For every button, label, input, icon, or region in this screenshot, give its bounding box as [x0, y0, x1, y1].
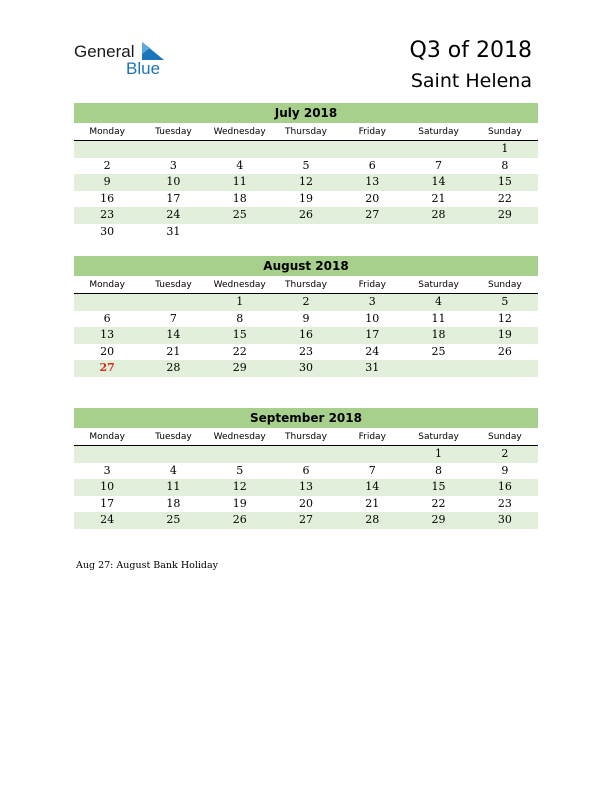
- day-cell: 21: [431, 191, 446, 205]
- day-cell: 5: [236, 463, 244, 477]
- day-cell: 13: [298, 480, 313, 493]
- day-cell: 16: [298, 328, 313, 341]
- day-cell: 9: [501, 463, 509, 477]
- day-cell: 31: [365, 361, 380, 374]
- day-cell: 20: [365, 191, 380, 205]
- day-cell: 1: [236, 295, 244, 308]
- weekday-label: Saturday: [418, 127, 459, 137]
- weekday-label: Sunday: [487, 127, 522, 137]
- day-cell: 5: [501, 295, 509, 308]
- day-cell: [273, 224, 339, 241]
- day-cell: 30: [497, 513, 512, 526]
- month-calendar-july: [74, 103, 538, 240]
- weekday-label: Friday: [358, 432, 386, 442]
- day-cell: 16: [497, 480, 512, 493]
- day-cell: [339, 224, 405, 241]
- day-cell: 26: [298, 208, 313, 221]
- holiday-note: Aug 27: August Bank Holiday: [76, 560, 219, 571]
- day-cell: 31: [166, 224, 181, 238]
- day-cell: 7: [169, 311, 177, 325]
- day-cell: 17: [365, 328, 380, 341]
- day-cell: [405, 360, 471, 377]
- week-row: [74, 446, 538, 463]
- week-row: [74, 174, 538, 191]
- day-cell: 14: [431, 175, 446, 188]
- weekday-label: Sunday: [487, 432, 522, 442]
- day-cell: 6: [368, 158, 376, 172]
- day-cell: [472, 360, 538, 377]
- week-row: [74, 512, 538, 529]
- day-cell: [405, 141, 471, 158]
- day-cell: 17: [166, 191, 181, 205]
- day-cell: 5: [302, 158, 310, 172]
- week-row: [74, 344, 538, 361]
- day-cell: 12: [298, 175, 313, 188]
- weekday-label: Wednesday: [213, 127, 266, 137]
- weekday-label: Saturday: [418, 280, 459, 290]
- day-cell: 22: [232, 344, 247, 358]
- day-cell: 29: [497, 208, 512, 221]
- weekday-label: Thursday: [285, 280, 327, 290]
- page-subtitle: Saint Helena: [410, 70, 532, 92]
- day-cell: [207, 446, 273, 463]
- weekday-label: Saturday: [418, 432, 459, 442]
- day-cell: 2: [302, 295, 310, 308]
- day-cell: 3: [169, 158, 177, 172]
- month-title: September 2018: [74, 408, 538, 429]
- weekday-label: Monday: [89, 432, 125, 442]
- day-cell: 30: [100, 224, 115, 238]
- weekday-label: Friday: [358, 127, 386, 137]
- day-cell: [74, 294, 140, 311]
- day-cell: 19: [298, 191, 313, 205]
- day-cell: [140, 446, 206, 463]
- day-cell: 10: [166, 175, 181, 188]
- day-cell: 4: [435, 295, 443, 308]
- weekday-label: Monday: [89, 280, 125, 290]
- day-cell: 8: [236, 311, 244, 325]
- day-cell: 28: [365, 513, 380, 526]
- day-cell: 7: [368, 463, 376, 477]
- week-row: [74, 141, 538, 158]
- logo-general-text: General: [74, 42, 135, 61]
- day-cell: 6: [302, 463, 310, 477]
- day-cell: 3: [103, 463, 111, 477]
- week-row: [74, 207, 538, 224]
- day-cell: 25: [166, 513, 181, 526]
- day-cell: 27: [365, 208, 380, 221]
- day-cell: 10: [365, 311, 380, 325]
- weekday-label: Tuesday: [155, 127, 192, 137]
- day-cell: 15: [232, 328, 247, 341]
- week-row: [74, 463, 538, 480]
- day-cell: 1: [501, 142, 509, 155]
- day-cell: 23: [298, 344, 313, 358]
- day-cell: 25: [431, 344, 446, 358]
- day-cell: 17: [100, 496, 115, 510]
- day-cell: 9: [302, 311, 310, 325]
- weekday-label: Friday: [358, 280, 386, 290]
- logo-triangle-icon: [142, 42, 164, 60]
- day-cell: 6: [103, 311, 111, 325]
- day-cell: 28: [166, 361, 181, 374]
- day-cell: 29: [431, 513, 446, 526]
- month-title: August 2018: [74, 256, 538, 277]
- day-cell: 22: [431, 496, 446, 510]
- day-cell: 8: [435, 463, 443, 477]
- day-cell: 24: [166, 208, 181, 221]
- day-cell: 19: [232, 496, 247, 510]
- weekday-label: Tuesday: [155, 280, 192, 290]
- day-cell: [140, 294, 206, 311]
- weekday-header-row: [74, 429, 538, 446]
- day-cell: [339, 141, 405, 158]
- day-cell: 22: [497, 191, 512, 205]
- day-cell: 16: [100, 191, 115, 205]
- day-cell: 7: [435, 158, 443, 172]
- day-cell: 13: [365, 175, 380, 188]
- day-cell: 27: [298, 513, 313, 526]
- week-row: [74, 311, 538, 328]
- week-row: [74, 158, 538, 175]
- month-title: July 2018: [74, 103, 538, 124]
- day-cell: 4: [236, 158, 244, 172]
- day-cell: [207, 141, 273, 158]
- weekday-header-row: [74, 124, 538, 141]
- day-cell: [74, 446, 140, 463]
- day-cell: 8: [501, 158, 509, 172]
- week-row: [74, 224, 538, 241]
- day-cell: 15: [431, 480, 446, 493]
- day-cell: 30: [298, 361, 313, 374]
- day-cell: 2: [103, 158, 111, 172]
- day-cell: 29: [232, 361, 247, 374]
- week-row: [74, 360, 538, 377]
- day-cell: 1: [435, 447, 443, 460]
- week-row: [74, 191, 538, 208]
- day-cell: 28: [431, 208, 446, 221]
- weekday-label: Wednesday: [213, 280, 266, 290]
- day-cell: 11: [431, 311, 446, 325]
- week-row: [74, 327, 538, 344]
- week-row: [74, 479, 538, 496]
- day-cell: 11: [232, 175, 247, 188]
- week-row: [74, 294, 538, 311]
- day-cell: 3: [368, 295, 376, 308]
- day-cell: 14: [166, 328, 181, 341]
- day-cell: [273, 446, 339, 463]
- weekday-label: Tuesday: [155, 432, 192, 442]
- day-cell: 12: [232, 480, 247, 493]
- day-cell: [207, 224, 273, 241]
- day-cell: 9: [103, 175, 111, 188]
- day-cell: 2: [501, 447, 509, 460]
- day-cell: 13: [100, 328, 115, 341]
- month-calendar-august: [74, 256, 538, 377]
- day-cell: [472, 224, 538, 241]
- day-cell: [405, 224, 471, 241]
- day-cell: 21: [365, 496, 380, 510]
- day-cell: 20: [298, 496, 313, 510]
- weekday-label: Thursday: [285, 432, 327, 442]
- day-cell: 23: [100, 208, 115, 221]
- month-calendar-september: [74, 408, 538, 529]
- day-cell: 24: [365, 344, 380, 358]
- day-cell: 21: [166, 344, 181, 358]
- day-cell: 12: [497, 311, 512, 325]
- week-row: [74, 496, 538, 513]
- day-cell: [140, 141, 206, 158]
- weekday-header-row: [74, 277, 538, 294]
- day-cell: 25: [232, 208, 247, 221]
- weekday-label: Monday: [89, 127, 125, 137]
- day-cell: 14: [365, 480, 380, 493]
- day-cell: [74, 141, 140, 158]
- day-cell: 26: [497, 344, 512, 358]
- day-cell: 23: [497, 496, 512, 510]
- day-cell: [339, 446, 405, 463]
- day-cell: 11: [166, 480, 181, 493]
- general-blue-logo: [74, 42, 174, 78]
- day-cell: 24: [100, 513, 115, 526]
- day-cell: 20: [100, 344, 115, 358]
- weekday-label: Sunday: [487, 280, 522, 290]
- day-cell: 18: [431, 328, 446, 341]
- day-cell: 4: [169, 463, 177, 477]
- page-title: Q3 of 2018: [409, 38, 532, 63]
- day-cell: 26: [232, 513, 247, 526]
- day-cell: 18: [166, 496, 181, 510]
- logo-blue-text: Blue: [126, 59, 161, 78]
- day-cell: 19: [497, 328, 512, 341]
- day-cell: [273, 141, 339, 158]
- day-cell: 15: [497, 175, 512, 188]
- day-cell: 27: [99, 361, 115, 374]
- day-cell: 10: [100, 480, 115, 493]
- weekday-label: Thursday: [285, 127, 327, 137]
- day-cell: 18: [232, 191, 247, 205]
- weekday-label: Wednesday: [213, 432, 266, 442]
